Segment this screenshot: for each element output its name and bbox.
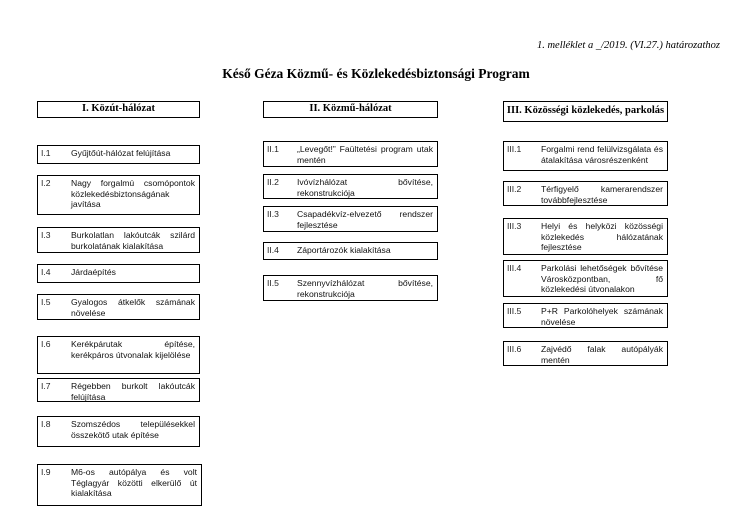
program-item [503, 260, 668, 297]
item-code: III.2 [507, 184, 522, 194]
program-item [503, 218, 668, 255]
annex-reference-note: 1. melléklet a _/2019. (VI.27.) határozathoz [536, 40, 720, 51]
program-item [263, 275, 438, 301]
program-item [37, 227, 200, 253]
item-code: I.3 [41, 230, 51, 240]
item-code: II.3 [267, 209, 279, 219]
program-item [503, 341, 668, 366]
program-item [37, 175, 200, 215]
item-text: Zajvédő falak autópályák mentén [541, 344, 663, 365]
program-item [37, 464, 202, 506]
item-text: Szennyvízhálózat bővítése, rekonstrukciója [297, 278, 433, 299]
item-code: III.4 [507, 263, 522, 273]
program-item [263, 242, 438, 260]
column-header-kozut: I. Közút-hálózat [37, 101, 200, 118]
item-code: I.4 [41, 267, 51, 277]
item-text: Parkolási lehetőségek bővítése Városközpontban, fő közlekedési útvonalakon [541, 263, 663, 295]
program-item [263, 206, 438, 232]
program-item [37, 294, 200, 320]
item-text: Kerékpárutak építése, kerékpáros útvonalak kijelölése [71, 339, 195, 360]
item-text: M6-os autópálya és volt Téglagyár közötti elkerülő út kialakítása [71, 467, 197, 499]
item-code: III.6 [507, 344, 522, 354]
program-item [503, 141, 668, 171]
item-code: II.2 [267, 177, 279, 187]
program-item [37, 336, 200, 374]
item-code: III.1 [507, 144, 522, 154]
item-text: Helyi és helyközi közösségi közlekedés hálózatának fejlesztése [541, 221, 663, 253]
item-text: Csapadékvíz-elvezető rendszer fejlesztése [297, 209, 433, 230]
item-code: II.5 [267, 278, 279, 288]
item-text: Járdaépítés [71, 267, 116, 277]
item-code: I.8 [41, 419, 51, 429]
program-item [263, 174, 438, 199]
item-code: II.4 [267, 245, 279, 255]
item-code: I.9 [41, 467, 51, 477]
program-item [37, 145, 200, 164]
item-text: P+R Parkolóhelyek számának növelése [541, 306, 663, 327]
item-text: Régebben burkolt lakóutcák felújítása [71, 381, 195, 402]
program-item [37, 416, 200, 447]
program-item [37, 378, 200, 402]
item-text: Burkolatlan lakóutcák szilárd burkolatának kialakítása [71, 230, 195, 251]
item-code: I.7 [41, 381, 51, 391]
item-code: III.3 [507, 221, 522, 231]
item-code: III.5 [507, 306, 522, 316]
item-text: Gyűjtőút-hálózat felújítása [71, 148, 171, 158]
item-text: Nagy forgalmú csomópontok közlekedésbiztonságának javítása [71, 178, 195, 210]
item-code: II.1 [267, 144, 279, 154]
item-text: „Levegőt!” Faültetési program utak mentén [297, 144, 433, 165]
item-code: I.2 [41, 178, 51, 188]
item-text: Gyalogos átkelők számának növelése [71, 297, 195, 318]
program-item [37, 264, 200, 283]
item-code: I.6 [41, 339, 51, 349]
column-header-kozossegi: III. Közösségi közlekedés, parkolás [503, 101, 668, 122]
item-text: Záportározók kialakítása [297, 245, 391, 255]
program-item [503, 181, 668, 206]
item-code: I.5 [41, 297, 51, 307]
item-text: Forgalmi rend felülvizsgálata és átalakítása városrészenként [541, 144, 663, 165]
page-title: Késő Géza Közmű- és Közlekedésbiztonsági Program [222, 66, 530, 81]
program-item [263, 141, 438, 167]
item-text: Szomszédos településekkel összekötő utak építése [71, 419, 195, 440]
item-text: Ivóvízhálózat bővítése, rekonstrukciója [297, 177, 433, 198]
program-item [503, 303, 668, 328]
column-header-kozmu: II. Közmű-hálózat [263, 101, 438, 118]
item-text: Térfigyelő kamerarendszer továbbfejlesztése [541, 184, 663, 205]
item-code: I.1 [41, 148, 51, 158]
